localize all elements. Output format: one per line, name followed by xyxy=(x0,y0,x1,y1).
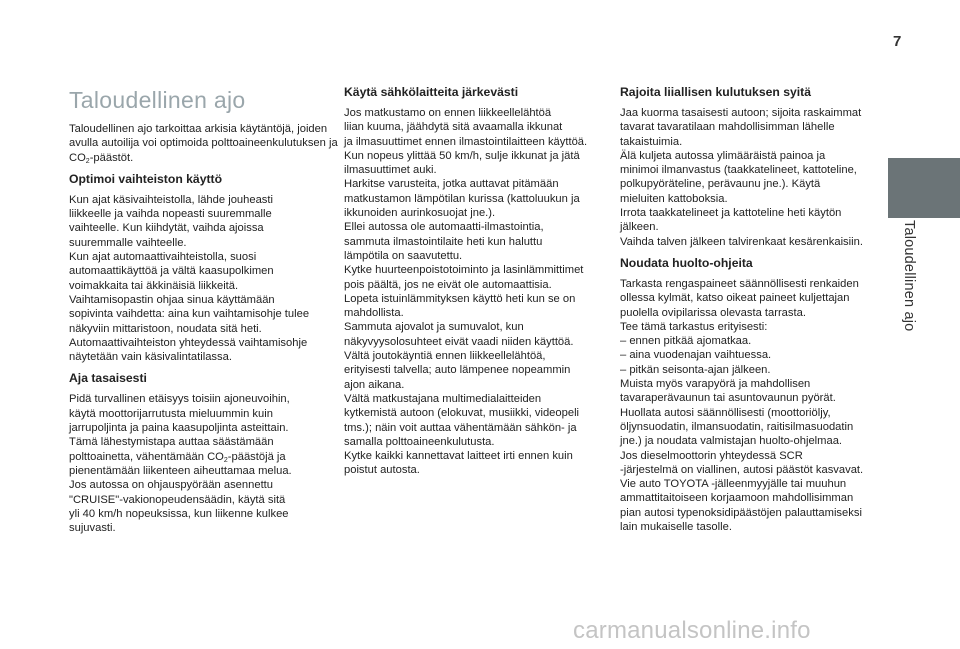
page-title: Taloudellinen ajo xyxy=(69,87,246,113)
page-number: 7 xyxy=(893,33,902,50)
side-tab-label: Taloudellinen ajo xyxy=(901,220,917,332)
paragraph-limit-consumption: Jaa kuorma tasaisesti autoon; sijoita raskaimmat tavarat tavaratilaan mahdollisimman lähelle takaistuimia. Älä kuljeta autossa ylimääräistä painoa ja minimoi ilmanvastus (taakkatelineet, kattoteline, polkupyöräteline, perävaunu jne.). Käytä mieluiten kattoboksia. Irrota taakkatelineet ja kattoteline heti käytön jälkeen. Vaihda talven jälkeen talvirenkaat kesärenkaisiin. xyxy=(620,107,863,248)
heading-drive-smoothly: Aja tasaisesti xyxy=(69,371,147,386)
paragraph-drive-smoothly: Pidä turvallinen etäisyys toisiin ajoneuvoihin, käytä moottorijarrutusta mieluummin kuin jarrupoljinta ja paina kaasupoljinta asteittain. Tämä lähestymistapa auttaa säästämään polttoainetta, vähentämään $CO_2$-päästöjä ja pienentämään liikenteen aiheuttamaa melua. Jos autossa on ohjauspyörään asennettu "CRUISE"-vakionopeudensäädin, käytä sitä yli 40 km/h nopeuksissa, kun liikenne kulkee sujuvasti. xyxy=(69,393,292,535)
watermark-text: carmanualsonline.info xyxy=(573,617,811,644)
intro-paragraph: Taloudellinen ajo tarkoittaa arkisia käytäntöjä, joiden avulla autoilija voi optimoida polttoaineenkulutuksen ja $CO_2$-päästöt. xyxy=(69,123,338,165)
heading-optimize-gearbox: Optimoi vaihteiston käyttö xyxy=(69,171,223,186)
heading-maintenance: Noudata huolto-ohjeita xyxy=(620,255,753,270)
heading-electrical-devices: Käytä sähkölaitteita järkevästi xyxy=(344,85,519,99)
paragraph-maintenance: Tarkasta rengaspaineet säännöllisesti renkaiden ollessa kylmät, katso oikeat paineet kuljettajan puolella ovipilarissa olevasta tarrasta. Tee tämä tarkastus erityisesti: – ennen pitkää ajomatkaa. – aina vuodenajan vaihtuessa. – pitkän seisonta-ajan jälkeen. Muista myös varapyörä ja mahdollisen tavaraperävaunun tai asuntovaunun pyörät. Huollata autosi säännöllisesti (moottoriöljy, öljynsuodatin, ilmansuodatin, raitisilmasuodatin jne.) ja noudata valmistajan huolto-ohjelmaa. Jos dieselmoottorin yhteydessä SCR -järjestelmä on viallinen, autosi päästöt kasvavat. Vie auto TOYOTA -jälleenmyyjälle tai muuhun ammattitaitoiseen korjaamoon mahdollisimman pian autosi typenoksidipäästöjen palauttamiseksi lain mukaiselle tasolle. xyxy=(620,277,864,534)
side-tab-block xyxy=(888,158,960,218)
column-3 xyxy=(620,82,892,541)
paragraph-optimize-gearbox: Kun ajat käsivaihteistolla, lähde jouheasti liikkeelle ja vaihda nopeasti suuremmalle vaihteelle. Kun kiihdytät, vaihda ajoissa suuremmalle vaihteelle. Kun ajat automaattivaihteistolla, suosi automaattikäyttöä ja vältä kaasupolkimen voimakkaita tai äkkinäisiä liikkeitä. Vaihtamisopastin ohjaa sinua käyttämään sopivinta vaihdetta: aina kun vaihtamisohje tulee näkyviin mittaristoon, noudata sitä heti. Automaattivaihteiston yhteydessä vaihtamisohje näytetään vain käsivalintatilassa. xyxy=(69,193,310,364)
heading-limit-consumption: Rajoita liiallisen kulutuksen syitä xyxy=(620,85,812,99)
paragraph-electrical-devices: Jos matkustamo on ennen liikkeellelähtöä liian kuuma, jäähdytä sitä avaamalla ikkunat ja ilmasuuttimet ennen ilmastointilaitteen käyttöä. Kun nopeus ylittää 50 km/h, sulje ikkunat ja jätä ilmasuuttimet auki. Harkitse varusteita, jotka auttavat pitämään matkustamon lämpötilan kurissa (kattoluukun ja ikkunoiden aurinkosuojat jne.). Ellei autossa ole automaatti-ilmastointia, sammuta ilmastointilaite heti kun haluttu lämpötila on saavutettu. Kytke huurteenpoistotoiminto ja lasinlämmittimet pois päältä, jos ne eivät ole automaattisia. Lopeta istuinlämmityksen käyttö heti kun se on mahdollista. Sammuta ajovalot ja sumuvalot, kun näkyvyysolosuhteet eivät vaadi niiden käyttöä. Vältä joutokäyntiä ennen liikkeellelähtöä, erityisesti talvella; auto lämpenee nopeammin ajon aikana. Vältä matkustajana multimedialaitteiden kytkemistä autoon (elokuvat, musiikki, videopeli tms.); näin voit auttaa vähentämään sähkön- ja samalla polttoaineenkulutusta. Kytke kaikki kannettavat laitteet irti ennen kuin poistut autosta. xyxy=(344,107,588,477)
column-2 xyxy=(344,82,616,485)
column-1 xyxy=(69,82,341,542)
